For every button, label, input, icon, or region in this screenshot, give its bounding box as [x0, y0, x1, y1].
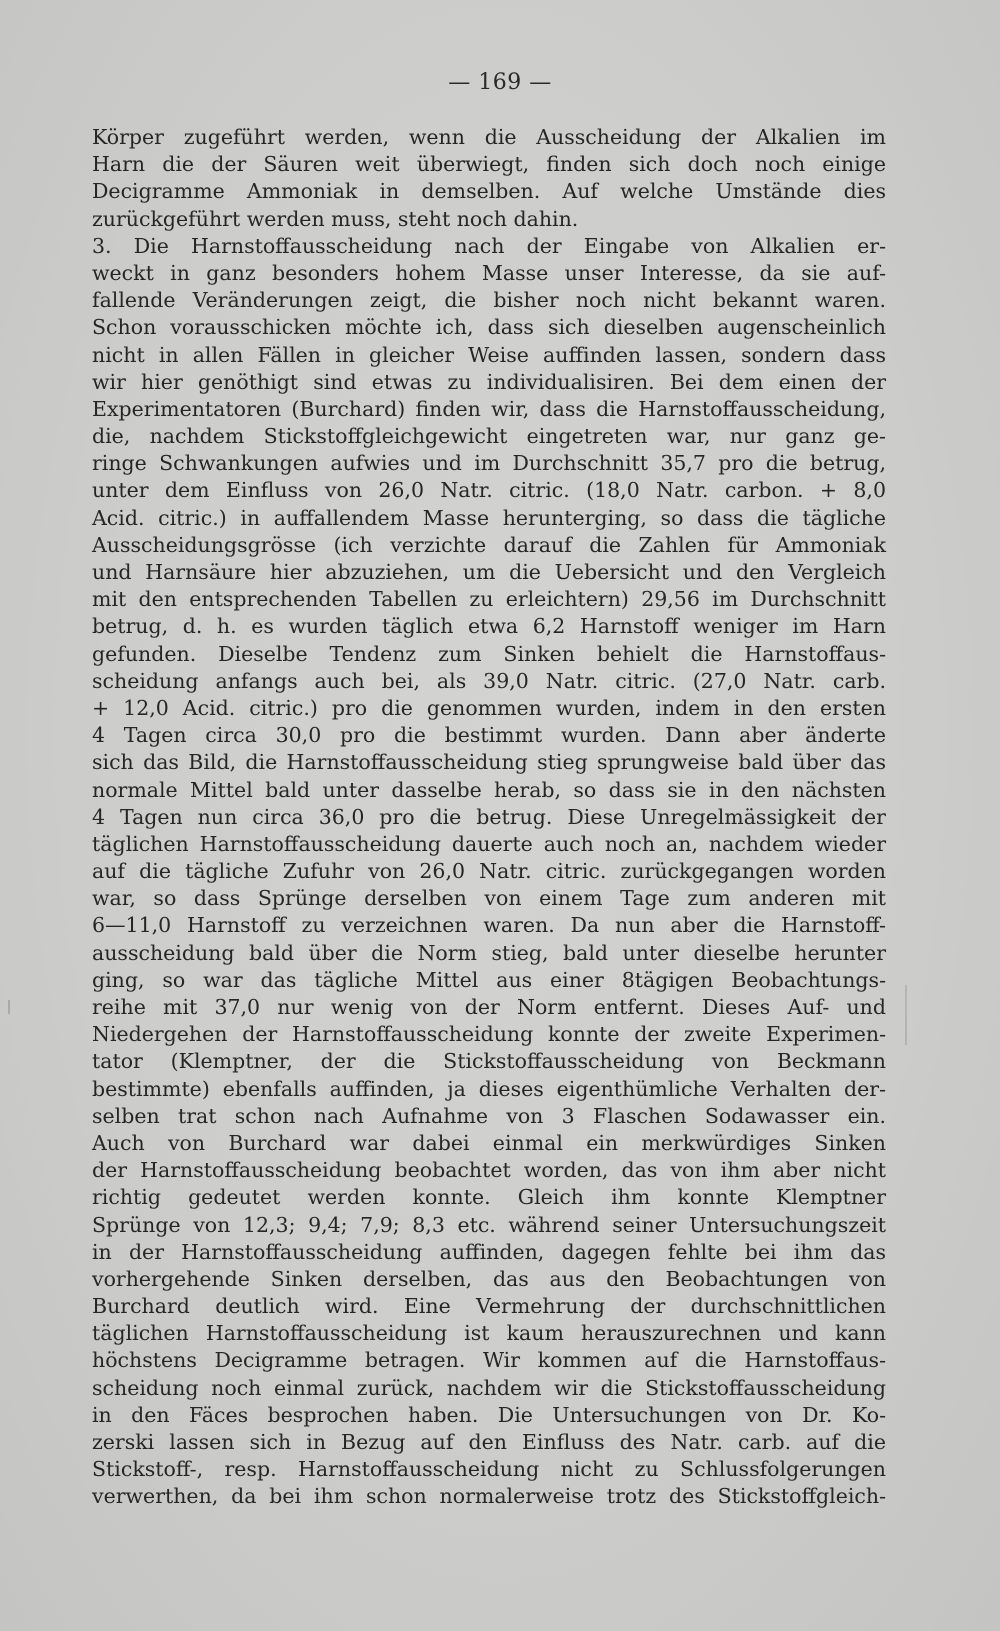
- text-line: ausscheidung bald über die Norm stieg, bald unter dieselbe herunter: [92, 940, 886, 965]
- text-line: mit den entsprechenden Tabellen zu erleichtern) 29,56 im Durchschnitt: [92, 587, 886, 612]
- text-line: täglichen Harnstoffausscheidung ist kaum herauszurechnen und kann: [92, 1321, 886, 1346]
- text-line: 4 Tagen circa 30,0 pro die bestimmt wurden. Dann aber änderte: [92, 723, 886, 748]
- page-number: — 169 —: [448, 70, 552, 95]
- text-line: täglichen Harnstoffausscheidung dauerte auch noch an, nachdem wieder: [92, 831, 886, 856]
- text-line: die, nachdem Stickstoffgleichgewicht eingetreten war, nur ganz ge-: [92, 424, 886, 449]
- text-line: in der Harnstoffausscheidung auffinden, dagegen fehlte bei ihm das: [92, 1239, 886, 1264]
- text-line: verwerthen, da bei ihm schon normalerweise trotz des Stickstoffgleich-: [92, 1484, 886, 1509]
- text-line: 6—11,0 Harnstoff zu verzeichnen waren. Da nun aber die Harnstoff-: [92, 913, 886, 938]
- margin-mark: [905, 985, 907, 1045]
- text-line: normale Mittel bald unter dasselbe herab, so dass sie in den nächsten: [92, 777, 886, 802]
- text-line: Experimentatoren (Burchard) finden wir, dass die Harnstoffausscheidung,: [92, 396, 886, 421]
- text-line: Burchard deutlich wird. Eine Vermehrung der durchschnittlichen: [92, 1294, 886, 1319]
- text-line: Decigramme Ammoniak in demselben. Auf welche Umstände dies: [92, 179, 886, 204]
- text-line: nicht in allen Fällen in gleicher Weise auffinden lassen, sondern dass: [92, 342, 886, 367]
- text-line: betrug, d. h. es wurden täglich etwa 6,2 Harnstoff weniger im Harn: [92, 614, 886, 639]
- text-line: ging, so war das tägliche Mittel aus einer 8tägigen Beobachtungs-: [92, 967, 886, 992]
- text-line: und Harnsäure hier abzuziehen, um die Uebersicht und den Vergleich: [92, 560, 886, 584]
- text-line: war, so dass Sprünge derselben von einem Tage zum anderen mit: [92, 886, 886, 911]
- text-line: weckt in ganz besonders hohem Masse unser Interesse, da sie auf-: [92, 260, 886, 285]
- text-line: wir hier genöthigt sind etwas zu individualisiren. Bei dem einen der: [92, 369, 886, 394]
- text-line: Auch von Burchard war dabei einmal ein merkwürdiges Sinken: [92, 1130, 886, 1155]
- text-line: + 12,0 Acid. citric.) pro die genommen wurden, indem in den ersten: [92, 695, 886, 720]
- text-line: ringe Schwankungen aufwies und im Durchschnitt 35,7 pro die betrug,: [92, 451, 886, 476]
- text-line: der Harnstoffausscheidung beobachtet worden, das von ihm aber nicht: [92, 1158, 886, 1183]
- text-line: zurückgeführt werden muss, steht noch dahin.: [92, 206, 579, 231]
- text-line: gefunden. Dieselbe Tendenz zum Sinken behielt die Harnstoffaus-: [92, 641, 886, 666]
- text-line: Sprünge von 12,3; 9,4; 7,9; 8,3 etc. während seiner Untersuchungszeit: [92, 1212, 886, 1237]
- text-line: höchstens Decigramme betragen. Wir kommen auf die Harnstoffaus-: [92, 1348, 886, 1373]
- text-line: Schon vorausschicken möchte ich, dass sich dieselben augenscheinlich: [92, 315, 886, 340]
- text-line: Harn die der Säuren weit überwiegt, finden sich doch noch einige: [92, 152, 886, 177]
- text-line: auf die tägliche Zufuhr von 26,0 Natr. citric. zurückgegangen worden: [92, 859, 886, 884]
- text-line: Ausscheidungsgrösse (ich verzichte darauf die Zahlen für Ammoniak: [92, 532, 886, 557]
- text-line: Körper zugeführt werden, wenn die Ausscheidung der Alkalien im: [92, 125, 886, 149]
- text-line: reihe mit 37,0 nur wenig von der Norm entfernt. Dieses Auf- und: [92, 995, 886, 1019]
- text-line: vorhergehende Sinken derselben, das aus den Beobachtungen von: [92, 1266, 886, 1291]
- text-line: bestimmte) ebenfalls auffinden, ja dieses eigenthümliche Verhalten der-: [92, 1076, 886, 1101]
- text-line: Stickstoff-, resp. Harnstoffausscheidung nicht zu Schlussfolgerungen: [92, 1457, 886, 1482]
- text-line: in den Fäces besprochen haben. Die Untersuchungen von Dr. Ko-: [92, 1402, 886, 1427]
- text-line: zerski lassen sich in Bezug auf den Einfluss des Natr. carb. auf die: [92, 1430, 886, 1454]
- text-line: 4 Tagen nun circa 36,0 pro die betrug. Diese Unregelmässigkeit der: [92, 804, 886, 829]
- text-line: selben trat schon nach Aufnahme von 3 Flaschen Sodawasser ein.: [92, 1103, 886, 1128]
- text-line: sich das Bild, die Harnstoffausscheidung stieg sprungweise bald über das: [92, 750, 886, 775]
- text-line: unter dem Einfluss von 26,0 Natr. citric. (18,0 Natr. carbon. + 8,0: [92, 478, 886, 503]
- text-line: 3. Die Harnstoffausscheidung nach der Eingabe von Alkalien er-: [92, 233, 886, 258]
- text-line: scheidung anfangs auch bei, als 39,0 Natr. citric. (27,0 Natr. carb.: [92, 668, 886, 693]
- text-line: Acid. citric.) in auffallendem Masse herunterging, so dass die tägliche: [92, 505, 886, 530]
- text-line: tator (Klemptner, der die Stickstoffausscheidung von Beckmann: [92, 1049, 886, 1074]
- text-line: fallende Veränderungen zeigt, die bisher noch nicht bekannt waren.: [92, 288, 886, 313]
- text-line: scheidung noch einmal zurück, nachdem wir die Stickstoffausscheidung: [92, 1375, 886, 1400]
- text-line: Niedergehen der Harnstoffausscheidung konnte der zweite Experimen-: [92, 1022, 886, 1047]
- body-text: [92, 124, 886, 1511]
- text-line: richtig gedeutet werden konnte. Gleich ihm konnte Klemptner: [92, 1185, 886, 1210]
- margin-mark: [8, 1000, 10, 1014]
